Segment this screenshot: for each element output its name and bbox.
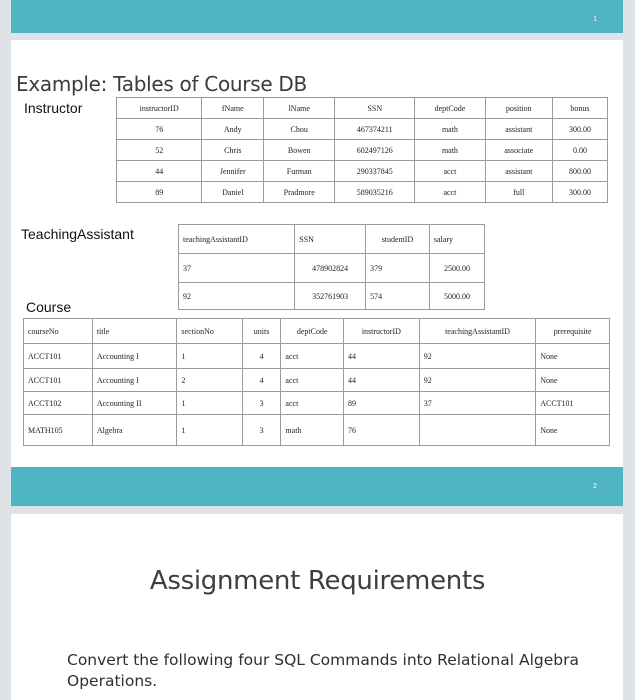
table-cell: 1 — [177, 392, 242, 415]
table-row — [117, 140, 608, 161]
table-cell: 300.00 — [552, 119, 607, 140]
table-cell: 89 — [117, 182, 202, 203]
table-cell: 37 — [419, 392, 535, 415]
course-table-label: Course — [26, 299, 72, 315]
table-cell: Accounting I — [92, 344, 177, 369]
slide-2-footer-bar — [11, 467, 623, 506]
table-cell: 44 — [343, 344, 419, 369]
table-cell: Furman — [264, 161, 335, 182]
column-header: SSN — [335, 98, 415, 119]
column-header: sectionNo — [177, 319, 242, 344]
column-header: position — [485, 98, 552, 119]
table-cell: MATH105 — [24, 415, 93, 446]
column-header: teachingAssistantID — [179, 225, 295, 254]
column-header: teachingAssistantID — [419, 319, 535, 344]
teaching-assistant-table — [178, 224, 485, 310]
table-cell: math — [281, 415, 344, 446]
table-cell: 5000.00 — [429, 283, 484, 310]
column-header: prerequisite — [536, 319, 610, 344]
table-cell: Bowen — [264, 140, 335, 161]
table-header-row — [179, 225, 485, 254]
table-header-row — [117, 98, 608, 119]
column-header: instructorID — [343, 319, 419, 344]
table-row — [24, 344, 610, 369]
page-number: 1 — [593, 16, 597, 23]
table-cell: ACCT102 — [24, 392, 93, 415]
table-cell: Jennifer — [202, 161, 264, 182]
table-cell: Chou — [264, 119, 335, 140]
instructor-table — [116, 97, 608, 203]
table-cell: 3 — [242, 415, 281, 446]
slide-title: Example: Tables of Course DB — [16, 72, 307, 96]
table-cell: acct — [281, 344, 344, 369]
table-cell: 92 — [419, 369, 535, 392]
table-cell: 467374211 — [335, 119, 415, 140]
course-table — [23, 318, 610, 446]
table-row — [24, 369, 610, 392]
table-cell: 0.00 — [552, 140, 607, 161]
instructor-table-label: Instructor — [24, 100, 83, 116]
table-row — [179, 254, 485, 283]
column-header: bonus — [552, 98, 607, 119]
table-cell: 1 — [177, 415, 242, 446]
column-header: lName — [264, 98, 335, 119]
table-cell: 800.00 — [552, 161, 607, 182]
table-cell: 44 — [117, 161, 202, 182]
column-header: studentID — [366, 225, 430, 254]
table-cell: 589035216 — [335, 182, 415, 203]
table-cell: 2 — [177, 369, 242, 392]
table-cell: acct — [281, 392, 344, 415]
table-row — [24, 392, 610, 415]
table-header-row — [24, 319, 610, 344]
table-cell: acct — [415, 161, 485, 182]
table-cell: ACCT101 — [536, 392, 610, 415]
table-cell: assistant — [485, 119, 552, 140]
table-cell: 3 — [242, 392, 281, 415]
table-cell: 89 — [343, 392, 419, 415]
table-cell: math — [415, 119, 485, 140]
table-cell: full — [485, 182, 552, 203]
column-header: deptCode — [415, 98, 485, 119]
slide-1-footer-bar — [11, 0, 623, 33]
column-header: fName — [202, 98, 264, 119]
table-cell: 478902824 — [295, 254, 366, 283]
table-cell: 4 — [242, 369, 281, 392]
table-cell: 92 — [179, 283, 295, 310]
table-cell: Accounting II — [92, 392, 177, 415]
table-cell: 76 — [117, 119, 202, 140]
table-cell: assistant — [485, 161, 552, 182]
slide-title: Assignment Requirements — [149, 566, 486, 596]
table-cell: 92 — [419, 344, 535, 369]
table-cell: 2500.00 — [429, 254, 484, 283]
table-cell: ACCT101 — [24, 344, 93, 369]
table-cell: Algebra — [92, 415, 177, 446]
column-header: title — [92, 319, 177, 344]
table-cell: 4 — [242, 344, 281, 369]
column-header: SSN — [295, 225, 366, 254]
table-cell: Daniel — [202, 182, 264, 203]
table-cell: 290337845 — [335, 161, 415, 182]
table-row — [179, 283, 485, 310]
slide-body-text: Convert the following four SQL Commands into Relational Algebra Operations. — [67, 651, 579, 690]
table-cell: Accounting I — [92, 369, 177, 392]
table-cell: associate — [485, 140, 552, 161]
column-header: salary — [429, 225, 484, 254]
table-cell: math — [415, 140, 485, 161]
table-cell: 300.00 — [552, 182, 607, 203]
page-number: 2 — [593, 483, 597, 490]
table-cell: 52 — [117, 140, 202, 161]
table-cell: acct — [415, 182, 485, 203]
table-cell: None — [536, 344, 610, 369]
table-cell: None — [536, 415, 610, 446]
table-cell: Andy — [202, 119, 264, 140]
table-cell: ACCT101 — [24, 369, 93, 392]
column-header: instructorID — [117, 98, 202, 119]
table-cell: Pradmore — [264, 182, 335, 203]
column-header: courseNo — [24, 319, 93, 344]
table-cell: 574 — [366, 283, 430, 310]
table-row — [117, 119, 608, 140]
table-cell: 602497126 — [335, 140, 415, 161]
table-cell: Chris — [202, 140, 264, 161]
table-row — [24, 415, 610, 446]
table-cell: 44 — [343, 369, 419, 392]
column-header: units — [242, 319, 281, 344]
column-header: deptCode — [281, 319, 344, 344]
table-cell: 76 — [343, 415, 419, 446]
table-row — [117, 161, 608, 182]
table-cell — [419, 415, 535, 446]
table-cell: 352761903 — [295, 283, 366, 310]
table-cell: 379 — [366, 254, 430, 283]
table-cell: 1 — [177, 344, 242, 369]
table-cell: 37 — [179, 254, 295, 283]
table-cell: None — [536, 369, 610, 392]
table-cell: acct — [281, 369, 344, 392]
teaching-assistant-table-label: TeachingAssistant — [21, 226, 134, 242]
table-row — [117, 182, 608, 203]
